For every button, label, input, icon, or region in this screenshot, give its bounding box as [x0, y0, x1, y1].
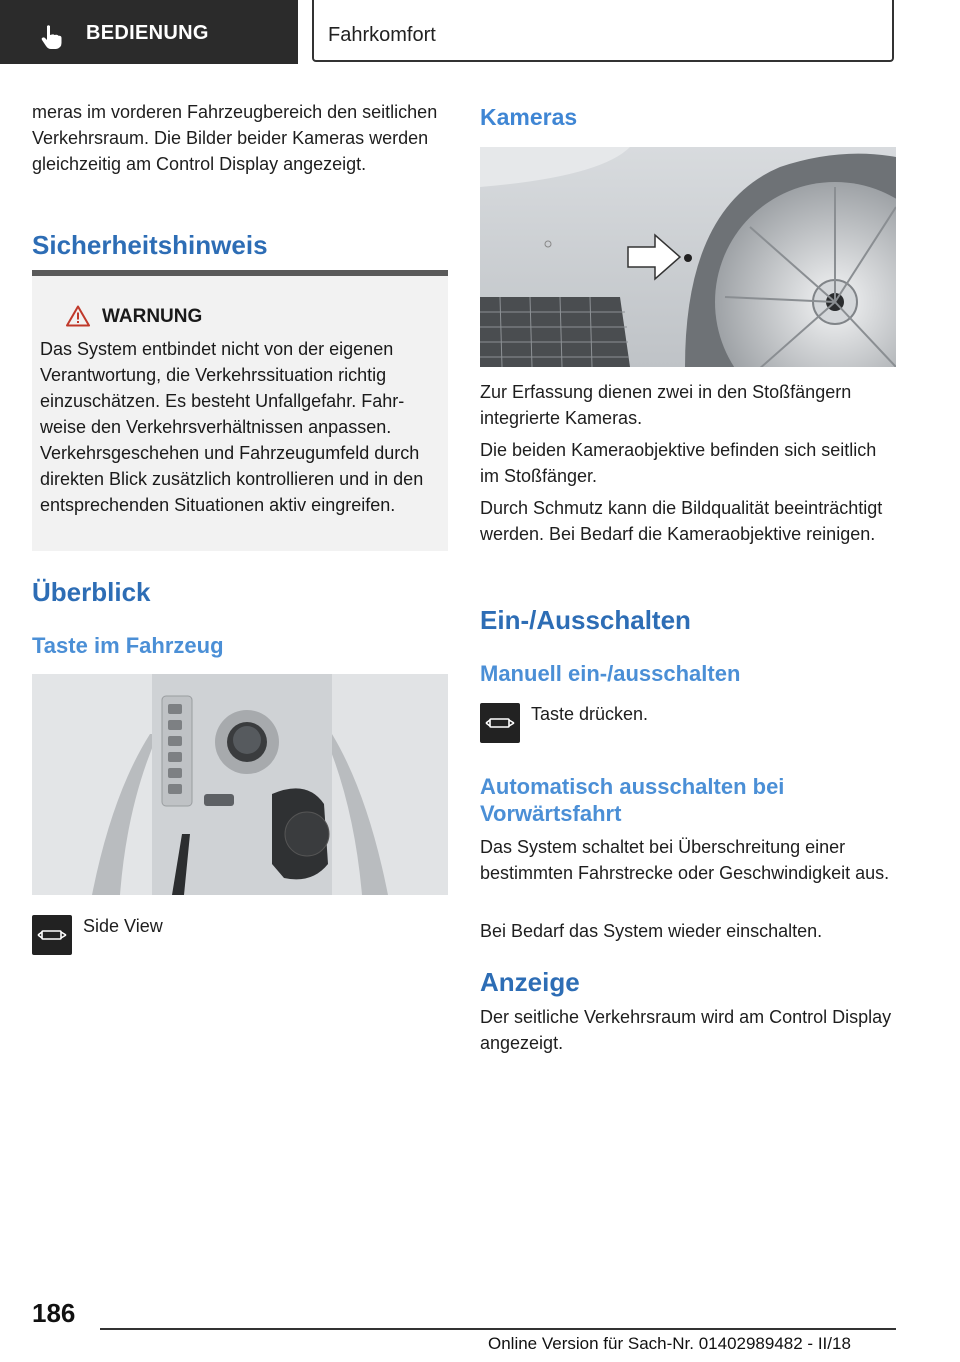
- cameras-heading: Kameras: [480, 104, 578, 130]
- manual-heading: Manuell ein-/ausschalten: [480, 661, 741, 686]
- cameras-paragraph-2: Die beiden Kameraobjektive befinden sich seitlich im Stoßfänger.: [480, 440, 877, 486]
- side-view-camera-icon: [37, 928, 67, 942]
- warning-triangle-icon: [66, 305, 90, 327]
- bumper-illustration: [480, 147, 896, 367]
- intro-paragraph: meras im vorderen Fahrzeugbereich den seitlichen Verkehrsraum. Die Bilder beider Kameras werden gleichzeitig am Control Display angezeigt.: [32, 102, 438, 174]
- page-number: 186: [32, 1298, 76, 1328]
- warning-title: WARNUNG: [102, 306, 203, 327]
- side-view-button-icon: [32, 915, 72, 955]
- manual-text: Taste drücken.: [531, 704, 649, 724]
- console-figure: [32, 674, 448, 895]
- warning-box: [32, 270, 448, 551]
- bumper-camera-figure: [480, 147, 896, 367]
- section-title: BEDIENUNG: [86, 22, 209, 44]
- side-view-camera-icon-2: [485, 716, 515, 730]
- footer-version: Online Version für Sach-Nr. 01402989482 - II/18: [488, 1334, 851, 1353]
- button-heading: Taste im Fahrzeug: [32, 633, 224, 658]
- chapter-tab: [312, 0, 894, 62]
- footer-divider: [100, 1328, 896, 1330]
- display-heading: Anzeige: [480, 967, 580, 997]
- safety-heading: Sicherheitshinweis: [32, 230, 268, 260]
- auto-paragraph-2: Bei Bedarf das System wieder einschalten.: [480, 921, 823, 941]
- manual-button-icon: [480, 703, 520, 743]
- overview-heading: Überblick: [32, 577, 151, 607]
- hand-pointer-icon: [40, 24, 64, 50]
- chapter-title: Fahrkomfort: [328, 24, 436, 46]
- side-view-label: Side View: [83, 916, 163, 936]
- page-header: [0, 0, 960, 66]
- auto-paragraph-1: Das System schaltet bei Überschreitung einer bestimmten Fahrstrecke oder Geschwindigkeit aus.: [480, 837, 890, 883]
- display-paragraph: Der seitliche Verkehrsraum wird am Control Display angezeigt.: [480, 1007, 892, 1053]
- onoff-heading: Ein-/Ausschalten: [480, 605, 691, 635]
- auto-heading: Automatisch ausschalten bei Vorwärtsfahrt: [480, 774, 785, 826]
- warning-text: Das System entbindet nicht von der eigenen Verantwortung, die Verkehrssituation richtig einzuschätzen. Es besteht Unfallgefahr. Fahrweise den Verkehrsverhältnissen anpassen. Verkehrsgeschehen und Fahrzeugumfeld durch direkten Blick zusätzlich kontrollieren und in den entsprechenden Situationen aktiv eingreifen.: [40, 339, 424, 515]
- cameras-paragraph-3: Durch Schmutz kann die Bildqualität beeinträchtigt werden. Bei Bedarf die Kameraobjektive reinigen.: [480, 498, 883, 544]
- section-tab: [0, 0, 298, 64]
- center-console-illustration: [32, 674, 448, 895]
- cameras-paragraph-1: Zur Erfassung dienen zwei in den Stoßfängern integrierte Kameras.: [480, 382, 852, 428]
